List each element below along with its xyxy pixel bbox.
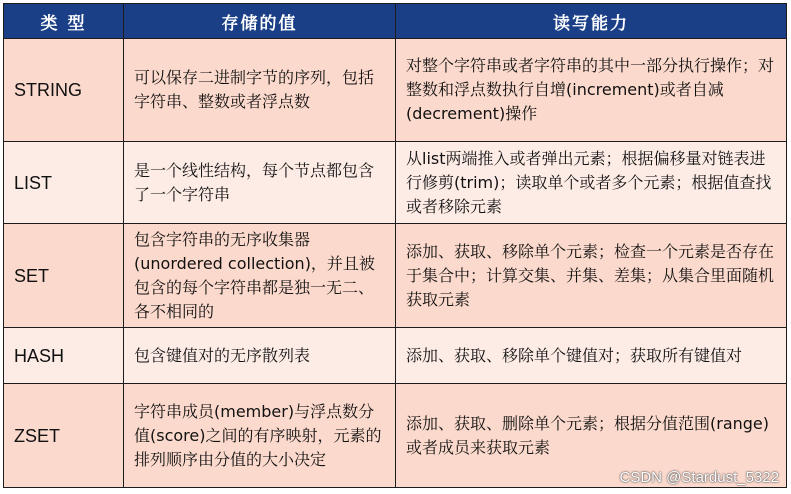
header-row [4, 4, 787, 39]
store-cell: 可以保存二进制字节的序列，包括字符串、整数或者浮点数 [124, 39, 396, 142]
header-type: 类 型 [4, 4, 124, 39]
ability-cell: 添加、获取、移除单个键值对；获取所有键值对 [396, 328, 787, 384]
ability-cell: 添加、获取、移除单个元素；检查一个元素是否存在于集合中；计算交集、并集、差集；从集合里面随机获取元素 [396, 224, 787, 328]
store-cell: 包含字符串的无序收集器(unordered collection)，并且被包含的每个字符串都是独一无二、各不相同的 [124, 224, 396, 328]
table-row-hash [4, 328, 787, 384]
redis-data-types-table [3, 3, 787, 488]
type-cell: SET [4, 224, 124, 328]
table-body [4, 39, 787, 488]
type-cell: HASH [4, 328, 124, 384]
type-cell: STRING [4, 39, 124, 142]
ability-cell: 对整个字符串或者字符串的其中一部分执行操作；对整数和浮点数执行自增(increment)或者自减(decrement)操作 [396, 39, 787, 142]
table-header [4, 4, 787, 39]
table-row-list [4, 142, 787, 224]
table-row-string [4, 39, 787, 142]
header-ability: 读写能力 [396, 4, 787, 39]
store-cell: 字符串成员(member)与浮点数分值(score)之间的有序映射，元素的排列顺序由分值的大小决定 [124, 384, 396, 488]
type-cell: LIST [4, 142, 124, 224]
ability-cell: 添加、获取、删除单个元素；根据分值范围(range)或者成员来获取元素 [396, 384, 787, 488]
watermark: CSDN @Stardust_5322 [619, 469, 779, 486]
header-store: 存储的值 [124, 4, 396, 39]
type-cell: ZSET [4, 384, 124, 488]
store-cell: 包含键值对的无序散列表 [124, 328, 396, 384]
table-row-set [4, 224, 787, 328]
store-cell: 是一个线性结构，每个节点都包含了一个字符串 [124, 142, 396, 224]
ability-cell: 从list两端推入或者弹出元素；根据偏移量对链表进行修剪(trim)；读取单个或者多个元素；根据值查找或者移除元素 [396, 142, 787, 224]
